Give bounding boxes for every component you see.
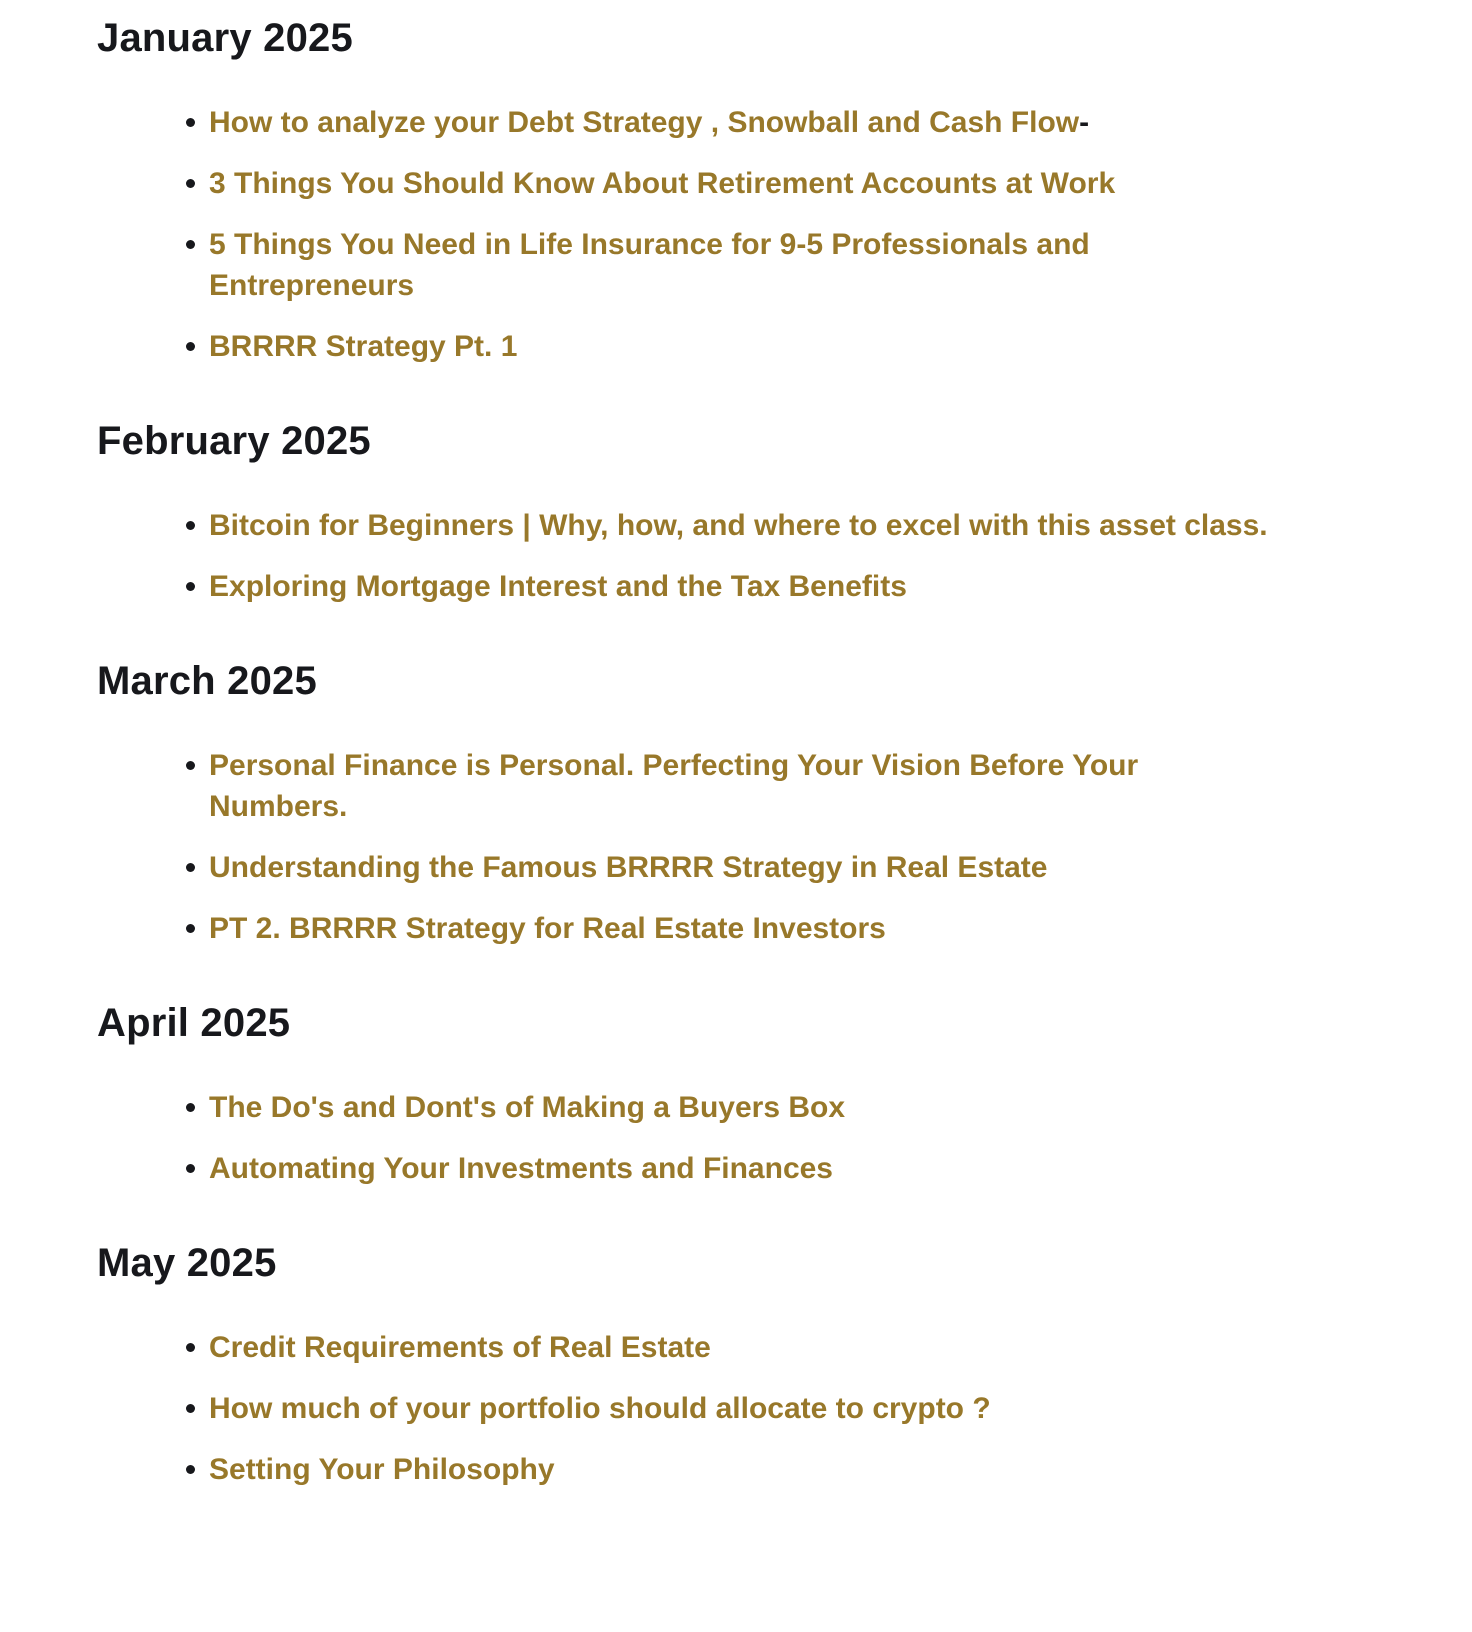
month-heading: January 2025 <box>97 16 353 60</box>
list-item <box>209 163 1277 204</box>
post-link-retirement-accounts[interactable]: 3 Things You Should Know About Retirement Accounts at Work <box>209 167 1116 200</box>
list-item <box>209 566 1277 607</box>
post-link-famous-brrrr[interactable]: Understanding the Famous BRRRR Strategy in Real Estate <box>209 851 1048 884</box>
list-item <box>209 326 1277 367</box>
post-list <box>97 1327 1277 1490</box>
post-list <box>97 745 1277 949</box>
month-heading: February 2025 <box>97 419 371 463</box>
list-item <box>209 224 1277 306</box>
month-section-march <box>97 655 1472 949</box>
month-heading: March 2025 <box>97 659 317 703</box>
list-item <box>209 1449 1277 1490</box>
list-item <box>209 1087 1277 1128</box>
post-link-debt-strategy[interactable]: How to analyze your Debt Strategy , Snowball and Cash Flow <box>209 106 1080 139</box>
post-link-setting-philosophy[interactable]: Setting Your Philosophy <box>209 1453 555 1486</box>
post-list <box>97 1087 1277 1189</box>
post-link-credit-requirements[interactable]: Credit Requirements of Real Estate <box>209 1331 711 1364</box>
month-section-may <box>97 1237 1472 1490</box>
list-item <box>209 745 1277 827</box>
post-link-bitcoin-beginners[interactable]: Bitcoin for Beginners | Why, how, and where to excel with this asset class. <box>209 509 1268 542</box>
list-item <box>209 102 1277 143</box>
month-section-april <box>97 997 1472 1189</box>
post-link-automating-investments[interactable]: Automating Your Investments and Finances <box>209 1152 833 1185</box>
list-item <box>209 505 1277 546</box>
post-link-mortgage-interest[interactable]: Exploring Mortgage Interest and the Tax Benefits <box>209 570 907 603</box>
post-link-personal-finance[interactable]: Personal Finance is Personal. Perfecting Your Vision Before Your Numbers. <box>209 749 1139 823</box>
post-link-brrrr-pt1[interactable]: BRRRR Strategy Pt. 1 <box>209 330 518 363</box>
post-link-life-insurance[interactable]: 5 Things You Need in Life Insurance for 9-5 Professionals and Entrepreneurs <box>209 228 1090 302</box>
post-link-portfolio-crypto[interactable]: How much of your portfolio should allocate to crypto ? <box>209 1392 991 1425</box>
month-section-february <box>97 415 1472 607</box>
list-item <box>209 847 1277 888</box>
list-item <box>209 1148 1277 1189</box>
post-link-buyers-box[interactable]: The Do's and Dont's of Making a Buyers Box <box>209 1091 846 1124</box>
month-heading: April 2025 <box>97 1001 291 1045</box>
month-section-january <box>97 12 1472 367</box>
list-item <box>209 908 1277 949</box>
list-item <box>209 1327 1277 1368</box>
list-item <box>209 1388 1277 1429</box>
month-heading: May 2025 <box>97 1241 277 1285</box>
post-link-brrrr-pt2[interactable]: PT 2. BRRRR Strategy for Real Estate Investors <box>209 912 886 945</box>
post-list <box>97 505 1277 607</box>
post-list <box>97 102 1277 367</box>
trailing-dash: - <box>1079 106 1090 139</box>
